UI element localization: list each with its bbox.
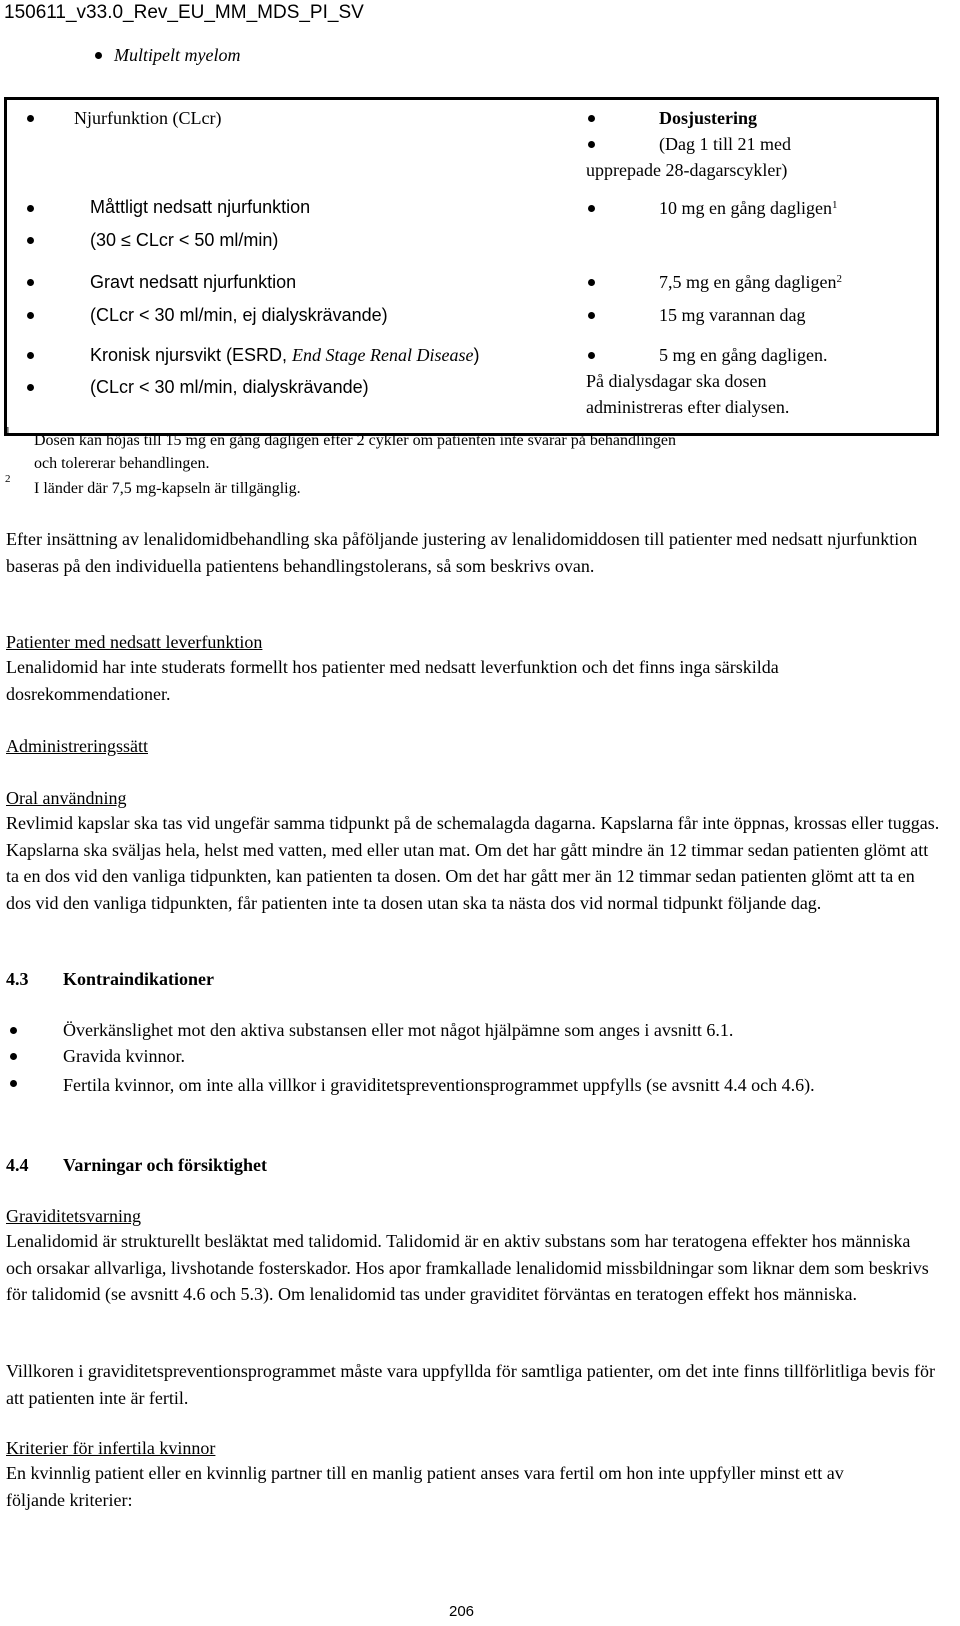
paragraph-graviditetsvarning: Lenalidomid är strukturellt besläktat med talidomid. Talidomid är en aktiv substans som har teratogena effekter hos människa och orsakar allvarliga, livshotande fosterskador. Hos apor framkallade lenalidomid missbildningar som liknar dem som beskrivs för talidomid (se avsnitt 4.6 och 5.3). Om lenalidomid tas under graviditet förväntas en teratogen effekt hos människa. (6, 1231, 929, 1305)
bullet-icon (588, 115, 595, 122)
row1-right-text: 10 mg en gång dagligen (659, 198, 832, 218)
bullet-icon (10, 1053, 17, 1060)
bullet-icon (588, 312, 595, 319)
heading-leverfunktion: Patienter med nedsatt leverfunktion (6, 632, 263, 652)
bullet-icon (27, 237, 34, 244)
footnote-ref-2: 2 (836, 273, 842, 285)
row3-left-suffix: ) (473, 345, 480, 365)
row3-left-italic: End Stage Renal Disease (292, 345, 474, 365)
bullet-icon (588, 141, 595, 148)
paragraph-leverfunktion: Lenalidomid har inte studerats formellt hos patienter med nedsatt leverfunktion och det finns inga särskilda dosrekommendationer. (6, 657, 779, 704)
bullet-icon (27, 205, 34, 212)
section-number-4-4: 4.4 (6, 1155, 29, 1175)
row2-left-line1: Gravt nedsatt njurfunktion (90, 272, 297, 292)
row3-left-line2: (CLcr < 30 ml/min, dialyskrävande) (90, 377, 369, 397)
row1-right (659, 198, 837, 218)
row2-left-line2: (CLcr < 30 ml/min, ej dialyskrävande) (90, 305, 388, 325)
table-header-dosjustering-sub2: upprepade 28-dagarscykler) (586, 160, 788, 180)
row2-right-line2: 15 mg varannan dag (659, 305, 806, 325)
row1-left-line1: Måttligt nedsatt njurfunktion (90, 197, 311, 217)
footnote-1-line1: Dosen kan höjas till 15 mg en gång dagligen efter 2 cykler om patienten inte svarar på behandlingen (34, 432, 677, 449)
table-header-dosjustering: Dosjustering (659, 108, 757, 128)
paragraph-villkoren: Villkoren i graviditetspreventionsprogrammet måste vara uppfyllda för samtliga patienter, om det inte finns tillförlitliga bevis för att patienten inte är fertil. (6, 1361, 935, 1408)
kontra-item-1: Överkänslighet mot den aktiva substansen eller mot något hjälpämne som anges i avsnitt 6.1. (63, 1020, 734, 1040)
footnote-mark-2: 2 (5, 473, 11, 485)
row3-right-line2: På dialysdagar ska dosen (586, 371, 767, 391)
heading-kriterier: Kriterier för infertila kvinnor (6, 1438, 216, 1458)
kontra-item-2: Gravida kvinnor. (63, 1046, 185, 1066)
bullet-icon (27, 115, 34, 122)
paragraph-kriterier: En kvinnlig patient eller en kvinnlig partner till en manlig patient anses vara fertil om hon inte uppfyller minst ett av följande kriterier: (6, 1463, 844, 1510)
table-header-njurfunktion: Njurfunktion (CLcr) (74, 108, 222, 128)
paragraph-oral-anvandning: Revlimid kapslar ska tas vid ungefär samma tidpunkt på de schemalagda dagarna. Kapslarna får inte öppnas, krossas eller tuggas. Kapslarna ska sväljas hela, helst med vatten, med eller utan mat. Om det har gått mindre än 12 timmar sedan patienten glömt att ta en dos vid den vanliga tidpunkten, kan patienten ta dosen. Om det har gått mer än 12 timmar sedan patienten glömt att ta en dos vid den vanliga tidpunkten, får patienten inte ta dosen utan ska ta nästa dos vid normal tidpunkt följande dag. (6, 813, 940, 913)
bullet-icon (588, 279, 595, 286)
section-title-kontraindikationer: Kontraindikationer (63, 969, 215, 989)
heading-oral-anvandning: Oral användning (6, 788, 127, 808)
row3-right-line3: administreras efter dialysen. (586, 397, 790, 417)
row2-right-text: 7,5 mg en gång dagligen (659, 272, 837, 292)
bullet-icon (27, 352, 34, 359)
row3-left-line1 (90, 345, 480, 365)
row3-left-prefix: Kronisk njursvikt (ESRD, (90, 345, 293, 365)
row2-right-line1 (659, 272, 842, 292)
bullet-icon (10, 1080, 17, 1087)
heading-graviditetsvarning: Graviditetsvarning (6, 1206, 141, 1226)
footnote-1-line2: och tolererar behandlingen. (34, 455, 210, 472)
kontra-item-3: Fertila kvinnor, om inte alla villkor i graviditetspreventionsprogrammet uppfylls (se avsnitt 4.4 och 4.6). (63, 1075, 815, 1095)
section-title-varningar: Varningar och försiktighet (63, 1155, 268, 1175)
bullet-icon (27, 312, 34, 319)
bullet-icon (95, 52, 102, 59)
bullet-icon (27, 384, 34, 391)
row1-left-line2: (30 ≤ CLcr < 50 ml/min) (90, 230, 279, 250)
bullet-icon (588, 205, 595, 212)
heading-administreringssatt: Administreringssätt (6, 736, 148, 756)
document-id: 150611_v33.0_Rev_EU_MM_MDS_PI_SV (4, 2, 364, 23)
footnote-ref-1: 1 (831, 199, 838, 211)
row3-right-line1: 5 mg en gång dagligen. (659, 345, 828, 365)
paragraph-efter-insattning: Efter insättning av lenalidomidbehandling ska påföljande justering av lenalidomiddosen till patienter med nedsatt njurfunktion baseras på den individuella patientens behandlingstolerans, så som beskrivs ovan. (6, 529, 918, 576)
page-number: 206 (449, 1603, 475, 1620)
section-bullet-multipelt-myelom: Multipelt myelom (114, 45, 241, 65)
bullet-icon (27, 279, 34, 286)
bullet-icon (10, 1027, 17, 1034)
footnote-2-line1: I länder där 7,5 mg-kapseln är tillgänglig. (34, 480, 301, 497)
bullet-icon (588, 352, 595, 359)
footnote-mark-1: 1 (5, 425, 11, 437)
section-number-4-3: 4.3 (6, 969, 29, 989)
table-header-dosjustering-sub: (Dag 1 till 21 med (659, 134, 791, 154)
